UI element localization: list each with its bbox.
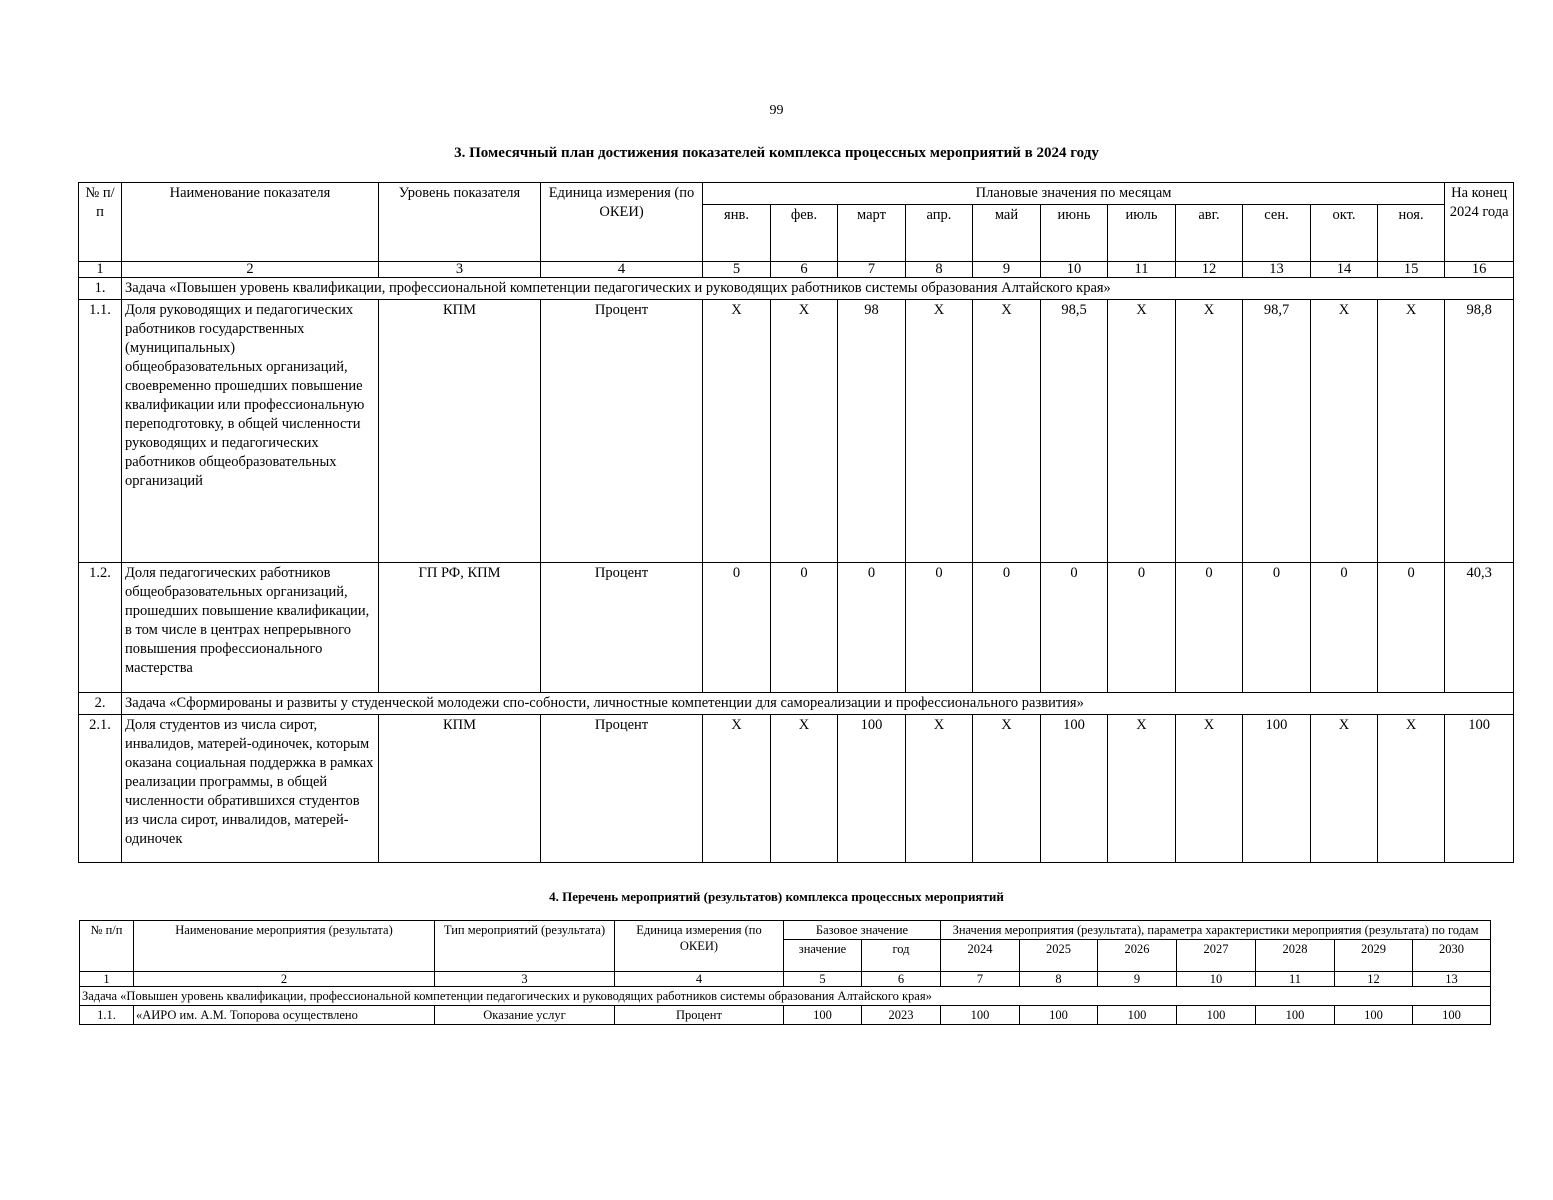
month-value: 98 — [838, 300, 906, 563]
header-values-by-year: Значения мероприятия (результата), параметра характеристики мероприятия (результата) по годам — [941, 921, 1491, 940]
header-unit: Единица измерения (по ОКЕИ) — [541, 183, 703, 262]
month-value: 0 — [838, 563, 906, 693]
column-number: 5 — [703, 262, 771, 278]
row-num: 2.1. — [79, 715, 122, 863]
year-value: 100 — [1413, 1006, 1491, 1025]
year-value: 100 — [1020, 1006, 1098, 1025]
header-plan: Плановые значения по месяцам — [703, 183, 1445, 205]
header-month: апр. — [906, 205, 973, 262]
month-value: 0 — [1378, 563, 1445, 693]
table-row — [80, 1006, 1491, 1025]
header-month: янв. — [703, 205, 771, 262]
task-row — [80, 987, 1491, 1006]
column-number: 12 — [1335, 972, 1413, 987]
column-number: 1 — [79, 262, 122, 278]
monthly-plan-table — [78, 182, 1514, 863]
task-num: 1. — [79, 278, 122, 300]
month-value: 0 — [1108, 563, 1176, 693]
header-row — [80, 921, 1491, 940]
indicator-level: КПМ — [379, 715, 541, 863]
column-number: 15 — [1378, 262, 1445, 278]
header-month: июль — [1108, 205, 1176, 262]
column-number: 11 — [1108, 262, 1176, 278]
month-value: Х — [1176, 300, 1243, 563]
indicator-unit: Процент — [541, 715, 703, 863]
month-value: 0 — [771, 563, 838, 693]
column-number: 7 — [941, 972, 1020, 987]
header-type: Тип мероприятий (результата) — [435, 921, 615, 972]
month-value: Х — [906, 300, 973, 563]
header-year: 2027 — [1177, 940, 1256, 972]
month-value: 98,5 — [1041, 300, 1108, 563]
end-value: 98,8 — [1445, 300, 1514, 563]
end-value: 100 — [1445, 715, 1514, 863]
month-value: 100 — [1243, 715, 1311, 863]
column-number: 14 — [1311, 262, 1378, 278]
year-value: 100 — [1098, 1006, 1177, 1025]
month-value: 0 — [906, 563, 973, 693]
column-number: 9 — [1098, 972, 1177, 987]
header-month: март — [838, 205, 906, 262]
month-value: Х — [1108, 300, 1176, 563]
column-number: 7 — [838, 262, 906, 278]
table-row — [79, 300, 1514, 563]
column-number: 6 — [771, 262, 838, 278]
column-number: 13 — [1243, 262, 1311, 278]
header-month: авг. — [1176, 205, 1243, 262]
month-value: Х — [771, 300, 838, 563]
month-value: Х — [973, 300, 1041, 563]
header-name: Наименование показателя — [122, 183, 379, 262]
month-value: 0 — [973, 563, 1041, 693]
row-num: 1.1. — [79, 300, 122, 563]
column-number: 3 — [379, 262, 541, 278]
month-value: Х — [1176, 715, 1243, 863]
month-value: 98,7 — [1243, 300, 1311, 563]
header-name: Наименование мероприятия (результата) — [134, 921, 435, 972]
header-year: 2029 — [1335, 940, 1413, 972]
activity-unit: Процент — [615, 1006, 784, 1025]
indicator-level: КПМ — [379, 300, 541, 563]
base-year: 2023 — [862, 1006, 941, 1025]
column-number: 10 — [1177, 972, 1256, 987]
month-value: Х — [973, 715, 1041, 863]
month-value: 0 — [703, 563, 771, 693]
column-number: 8 — [1020, 972, 1098, 987]
month-value: Х — [771, 715, 838, 863]
task-row — [79, 693, 1514, 715]
row-num: 1.1. — [80, 1006, 134, 1025]
column-number: 6 — [862, 972, 941, 987]
month-value: 0 — [1176, 563, 1243, 693]
section-4-title: 4. Перечень мероприятий (результатов) комплекса процессных мероприятий — [549, 889, 1004, 904]
year-value: 100 — [941, 1006, 1020, 1025]
month-value: 0 — [1243, 563, 1311, 693]
column-numbers-row — [80, 972, 1491, 987]
header-month: июнь — [1041, 205, 1108, 262]
column-number: 16 — [1445, 262, 1514, 278]
year-value: 100 — [1177, 1006, 1256, 1025]
header-year: 2026 — [1098, 940, 1177, 972]
task-text: Задача «Сформированы и развиты у студенческой молодежи спо-собности, личностные компетенции для самореализации и профессионального развития» — [122, 693, 1514, 715]
month-value: 100 — [838, 715, 906, 863]
end-value: 40,3 — [1445, 563, 1514, 693]
column-numbers-row — [79, 262, 1514, 278]
column-number: 2 — [122, 262, 379, 278]
task-text: Задача «Повышен уровень квалификации, профессиональной компетенции педагогических и руководящих работников системы образования Алтайского края» — [80, 987, 1491, 1006]
activity-name: «АИРО им. А.М. Топорова осуществлено — [134, 1006, 435, 1025]
month-value: 0 — [1041, 563, 1108, 693]
month-value: Х — [703, 715, 771, 863]
column-number: 3 — [435, 972, 615, 987]
month-value: Х — [1378, 300, 1445, 563]
month-value: 100 — [1041, 715, 1108, 863]
header-end: На конец 2024 года — [1445, 183, 1514, 262]
header-month: фев. — [771, 205, 838, 262]
task-num: 2. — [79, 693, 122, 715]
header-month: окт. — [1311, 205, 1378, 262]
header-month: ноя. — [1378, 205, 1445, 262]
task-text: Задача «Повышен уровень квалификации, профессиональной компетенции педагогических и руководящих работников системы образования Алтайского края» — [122, 278, 1514, 300]
table-row — [79, 563, 1514, 693]
header-row — [79, 183, 1514, 205]
column-number: 4 — [615, 972, 784, 987]
indicator-unit: Процент — [541, 300, 703, 563]
column-number: 11 — [1256, 972, 1335, 987]
row-num: 1.2. — [79, 563, 122, 693]
indicator-unit: Процент — [541, 563, 703, 693]
month-value: Х — [1108, 715, 1176, 863]
header-year: 2030 — [1413, 940, 1491, 972]
header-level: Уровень показателя — [379, 183, 541, 262]
column-number: 12 — [1176, 262, 1243, 278]
column-number: 10 — [1041, 262, 1108, 278]
table-row — [79, 715, 1514, 863]
column-number: 13 — [1413, 972, 1491, 987]
indicator-name: Доля студентов из числа сирот, инвалидов, матерей-одиночек, которым оказана социальная поддержка в рамках реализации программы, в общей численности обратившихся студентов из числа сирот, инвалидов, матерей-одиночек — [122, 715, 379, 863]
header-base: Базовое значение — [784, 921, 941, 940]
year-value: 100 — [1256, 1006, 1335, 1025]
month-value: Х — [1311, 300, 1378, 563]
column-number: 9 — [973, 262, 1041, 278]
header-month: сен. — [1243, 205, 1311, 262]
indicator-name: Доля руководящих и педагогических работников государственных (муниципальных) общеобразовательных организаций, своевременно прошедших повышение квалификации или профессиональную переподготовку, в общей численности руководящих и педагогических работников общеобразовательных организаций — [122, 300, 379, 563]
activities-table — [79, 920, 1491, 1025]
month-value: Х — [906, 715, 973, 863]
month-value: 0 — [1311, 563, 1378, 693]
header-month: май — [973, 205, 1041, 262]
header-base-year: год — [862, 940, 941, 972]
header-year: 2028 — [1256, 940, 1335, 972]
column-number: 5 — [784, 972, 862, 987]
month-value: Х — [1311, 715, 1378, 863]
header-year: 2024 — [941, 940, 1020, 972]
header-num: № п/п — [80, 921, 134, 972]
task-row — [79, 278, 1514, 300]
year-value: 100 — [1335, 1006, 1413, 1025]
indicator-level: ГП РФ, КПМ — [379, 563, 541, 693]
header-base-value: значение — [784, 940, 862, 972]
section-3-title: 3. Помесячный план достижения показателей комплекса процессных мероприятий в 2024 году — [454, 145, 1099, 161]
column-number: 4 — [541, 262, 703, 278]
month-value: Х — [703, 300, 771, 563]
header-num: № п/п — [79, 183, 122, 262]
page-number: 99 — [769, 103, 784, 118]
column-number: 2 — [134, 972, 435, 987]
indicator-name: Доля педагогических работников общеобразовательных организаций, прошедших повышение квалификации, в том числе в центрах непрерывного повышения профессионального мастерства — [122, 563, 379, 693]
header-unit: Единица измерения (по ОКЕИ) — [615, 921, 784, 972]
base-value: 100 — [784, 1006, 862, 1025]
header-year: 2025 — [1020, 940, 1098, 972]
month-value: Х — [1378, 715, 1445, 863]
column-number: 1 — [80, 972, 134, 987]
activity-type: Оказание услуг — [435, 1006, 615, 1025]
column-number: 8 — [906, 262, 973, 278]
